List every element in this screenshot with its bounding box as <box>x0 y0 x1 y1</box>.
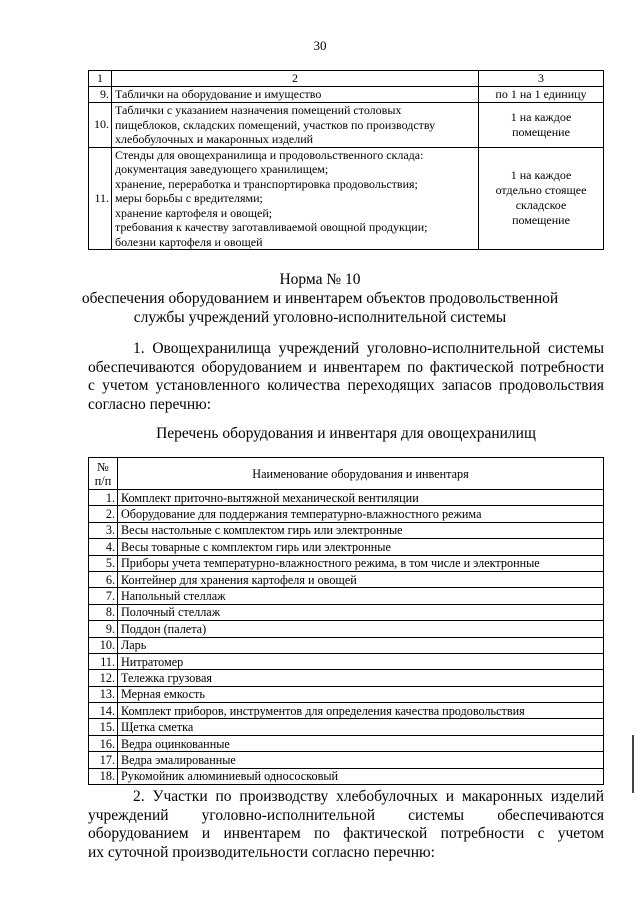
row-number: 3. <box>89 522 118 538</box>
row-norm <box>479 147 604 250</box>
header-number <box>89 458 118 490</box>
row-name-line: хранение картофеля и овощей; <box>115 205 273 220</box>
row-number: 5. <box>89 555 118 571</box>
row-number: 4. <box>89 539 118 555</box>
table-header-row <box>89 71 604 87</box>
row-number: 9. <box>89 621 118 637</box>
row-name-line: хранение, переработка и транспортировка продовольствия; <box>115 176 418 191</box>
row-number: 1. <box>89 490 118 506</box>
row-norm <box>479 103 604 148</box>
row-number: 15. <box>89 719 118 735</box>
row-name-line: пищеблоков, складских помещений, участков по производству <box>115 117 436 132</box>
table-row <box>89 686 604 702</box>
row-name-line: Таблички на оборудование и имущество <box>115 87 322 102</box>
page-number: 30 <box>313 38 327 53</box>
row-number: 18. <box>89 768 118 784</box>
row-number: 11. <box>89 147 112 250</box>
row-number: 7. <box>89 588 118 604</box>
row-name: Комплект приточно-вытяжной механической вентиляции <box>118 490 604 506</box>
header-col-2: 2 <box>112 71 479 87</box>
table-row <box>89 571 604 587</box>
paragraph-1 <box>88 340 604 414</box>
paragraph-line: оборудованием и инвентарем по фактической потребности с учетом <box>88 825 604 843</box>
row-name-line: хлебобулочных и макаронных изделий <box>115 132 314 146</box>
table-row <box>89 670 604 686</box>
header-name: Наименование оборудования и инвентаря <box>118 458 604 490</box>
row-name <box>112 147 479 250</box>
row-name-line: требования к качеству заготавливаемой овощной продукции; <box>115 220 428 234</box>
row-number: 13. <box>89 686 118 702</box>
row-name: Приборы учета температурно-влажностного режима, в том числе и электронные <box>118 555 604 571</box>
row-name: Рукомойник алюминиевый однососковый <box>118 768 604 784</box>
row-name: Весы товарные с комплектом гирь или электронные <box>118 539 604 555</box>
row-name: Щетка сметка <box>118 719 604 735</box>
row-name: Весы настольные с комплектом гирь или электронные <box>118 522 604 538</box>
row-name-line: болезни картофеля и овощей <box>115 234 263 249</box>
header-number-line: № <box>97 459 109 474</box>
scan-edge-mark <box>632 735 640 793</box>
row-norm-line: 1 на каждое <box>510 109 572 124</box>
paragraph-line: учреждений уголовно-исполнительной системы обеспечиваются <box>88 806 604 824</box>
table-row <box>89 490 604 506</box>
row-number: 16. <box>89 735 118 751</box>
row-name-line: Стенды для овощехранилища и продовольственного склада: <box>115 147 424 162</box>
table-row <box>89 735 604 751</box>
row-name-line: Таблички с указанием назначения помещений столовых <box>115 103 402 117</box>
table-row <box>89 604 604 620</box>
row-number: 14. <box>89 703 118 719</box>
row-name: Тележка грузовая <box>118 670 604 686</box>
list-title: Перечень оборудования и инвентаря для овощехранилищ <box>156 425 536 442</box>
header-number-line: п/п <box>94 473 112 488</box>
row-number: 9. <box>89 87 112 103</box>
paragraph-line: обеспечиваются оборудованием и инвентарем по фактической потребности <box>88 358 604 376</box>
header-col-1: 1 <box>89 71 112 87</box>
row-norm-line: складское <box>515 198 567 213</box>
paragraph-2 <box>88 788 604 862</box>
row-norm-line: 1 на каждое <box>510 168 572 183</box>
row-name <box>112 103 479 148</box>
table-row <box>89 506 604 522</box>
row-name: Оборудование для поддержания температурно-влажностного режима <box>118 506 604 522</box>
row-name: Ведра оцинкованные <box>118 735 604 751</box>
row-norm-line: отдельно стоящее <box>495 183 587 198</box>
norm-title-line: службы учреждений уголовно-исполнительной системы <box>133 309 507 326</box>
table-row <box>89 703 604 719</box>
row-number: 2. <box>89 506 118 522</box>
table-row <box>89 752 604 768</box>
row-name-line: меры борьбы с вредителями; <box>115 191 263 205</box>
table-row <box>89 719 604 735</box>
paragraph-line: с учетом установленного количества переходящих запасов продовольствия <box>88 377 604 395</box>
paragraph-line: 1. Овощехранилища учреждений уголовно-исполнительной системы <box>133 340 604 357</box>
norm-title-line: обеспечения оборудованием и инвентарем объектов продовольственной <box>81 290 559 307</box>
row-name: Комплект приборов, инструментов для определения качества продовольствия <box>118 703 604 719</box>
table-row <box>89 147 604 250</box>
row-name: Поддон (палета) <box>118 621 604 637</box>
paragraph-line: их суточной производительности согласно перечню: <box>88 843 435 861</box>
table-row <box>89 653 604 669</box>
table-row <box>89 621 604 637</box>
row-norm <box>479 87 604 103</box>
row-name: Ларь <box>118 637 604 653</box>
row-norm-line: помещение <box>512 124 570 139</box>
table-row <box>89 637 604 653</box>
norm-heading <box>70 270 570 327</box>
row-name: Напольный стеллаж <box>118 588 604 604</box>
row-name-line: документация заведующего хранилищем; <box>115 162 329 176</box>
row-number: 6. <box>89 571 118 587</box>
paragraph-line: согласно перечню: <box>88 395 212 413</box>
row-number: 10. <box>89 103 112 148</box>
row-number: 12. <box>89 670 118 686</box>
table-header-row <box>89 458 604 490</box>
table-row <box>89 555 604 571</box>
row-norm-line: по 1 на 1 единицу <box>495 87 587 101</box>
continuation-table <box>88 70 604 250</box>
table-row <box>89 588 604 604</box>
row-name: Мерная емкость <box>118 686 604 702</box>
table-row <box>89 768 604 784</box>
row-norm-line: помещение <box>512 213 570 228</box>
table-row <box>89 539 604 555</box>
row-number: 8. <box>89 604 118 620</box>
row-name: Контейнер для хранения картофеля и овощей <box>118 571 604 587</box>
row-name: Нитратомер <box>118 653 604 669</box>
table-row <box>89 103 604 148</box>
row-name <box>112 87 479 103</box>
equipment-table <box>88 457 604 785</box>
row-number: 11. <box>89 653 118 669</box>
row-number: 17. <box>89 752 118 768</box>
row-number: 10. <box>89 637 118 653</box>
table-row <box>89 522 604 538</box>
row-name: Полочный стеллаж <box>118 604 604 620</box>
header-col-3: 3 <box>479 71 604 87</box>
table-row <box>89 87 604 103</box>
norm-number: Норма № 10 <box>279 271 361 288</box>
paragraph-line: 2. Участки по производству хлебобулочных и макаронных изделий <box>133 788 604 805</box>
row-name: Ведра эмалированные <box>118 752 604 768</box>
